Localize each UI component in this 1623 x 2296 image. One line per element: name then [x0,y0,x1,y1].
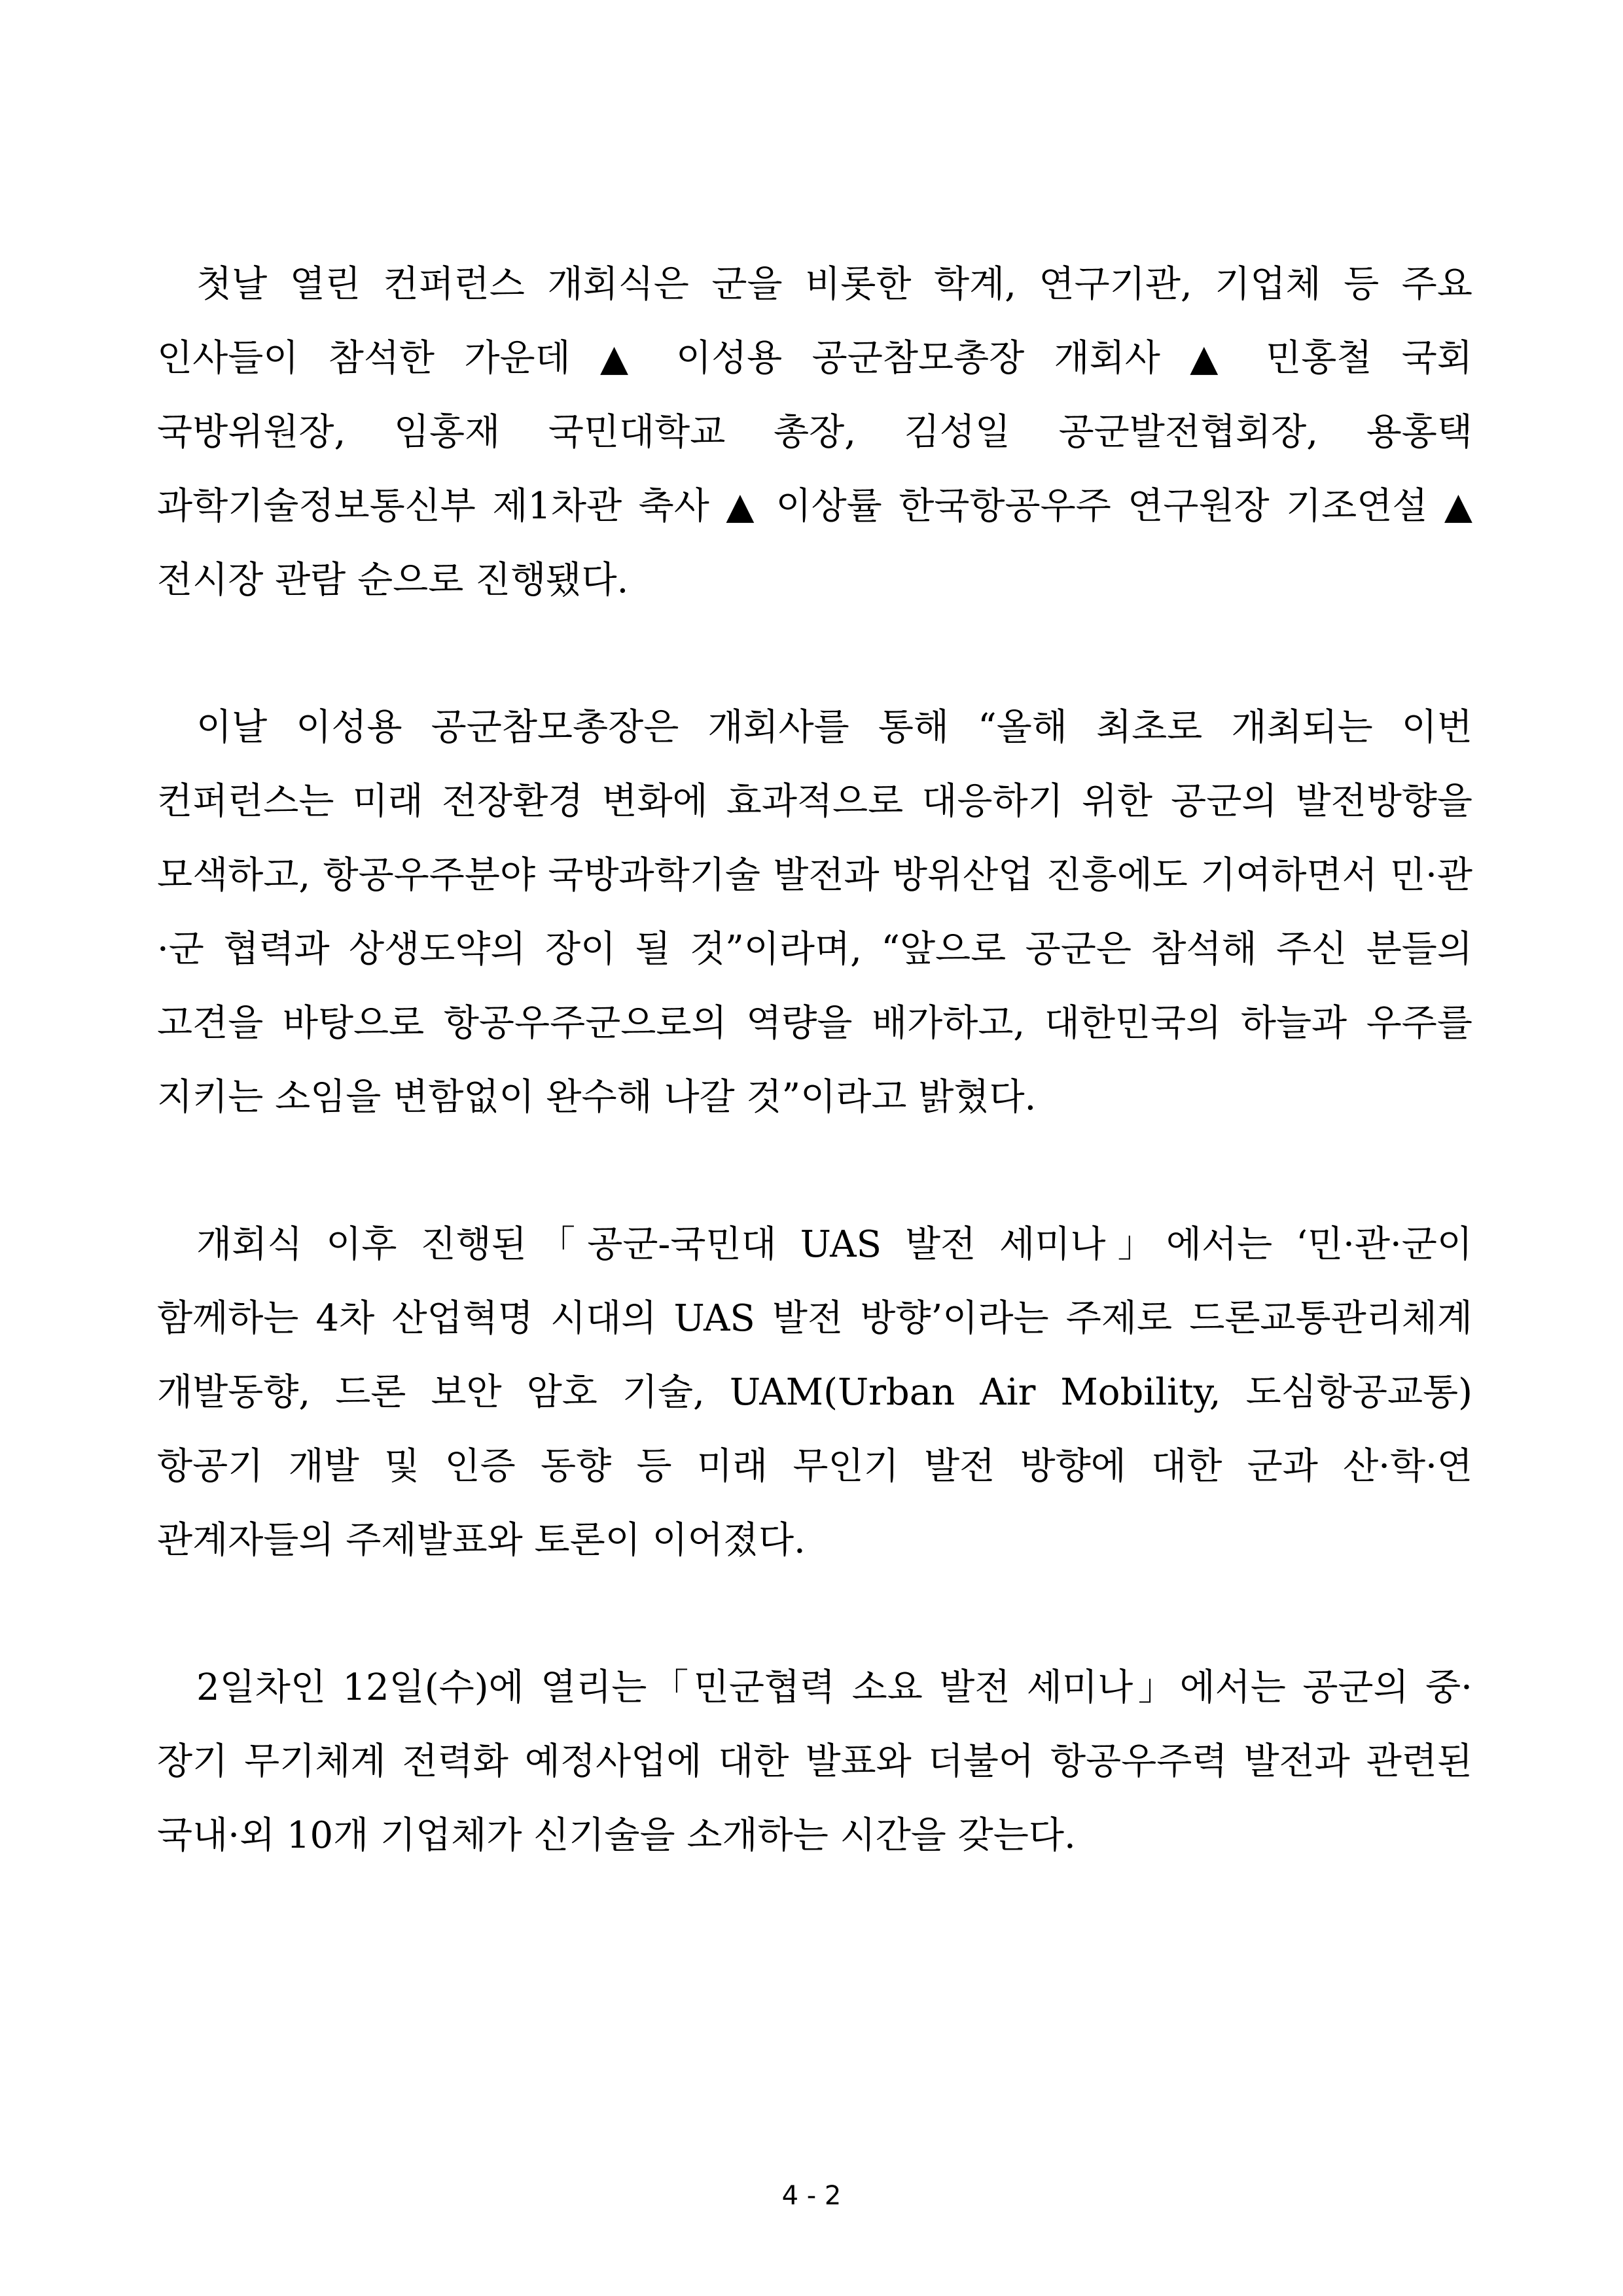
paragraph-uas-seminar: 개회식 이후 진행된「공군-국민대 UAS 발전 세미나」에서는 ‘민·관·군이 함께하는 4차 산업혁명 시대의 UAS 발전 방향’이라는 주제로 드론교통관리체계 개발동향, 드론 보안 암호 기술, UAM(Urban Air Mobility, 도심항공교통) 항공기 개발 및 인증 동향 등 미래 무인기 발전 방향에 대한 군과 산·학·연 관계자들의 주제발표와 토론이 이어졌다. [157,1223,1472,1562]
paragraph-chief-of-staff-remarks: 이날 이성용 공군참모총장은 개회사를 통해 “올해 최초로 개최되는 이번 컨퍼런스는 미래 전장환경 변화에 효과적으로 대응하기 위한 공군의 발전방향을 모색하고, 항공우주분야 국방과학기술 발전과 방위산업 진흥에도 기여하면서 민·관·군 협력과 상생도약의 장이 될 것”이라며, “앞으로 공군은 참석해 주신 분들의 고견을 바탕으로 항공우주군으로의 역량을 배가하고, 대한민국의 하늘과 우주를 지키는 소임을 변함없이 완수해 나갈 것”이라고 밝혔다. [157,706,1472,1119]
paragraph-day-two-seminar: 2일차인 12일(수)에 열리는「민군협력 소요 발전 세미나」에서는 공군의 중·장기 무기체계 전력화 예정사업에 대한 발표와 더불어 항공우주력 발전과 관련된 국내·외 10개 기업체가 신기술을 소개하는 시간을 갖는다. [157,1666,1472,1857]
body-text [157,247,1472,1873]
page-number: 4 - 2 [781,2181,842,2211]
paragraph-opening-ceremony: 첫날 열린 컨퍼런스 개회식은 군을 비롯한 학계, 연구기관, 기업체 등 주요 인사들이 참석한 가운데 ▲ 이성용 공군참모총장 개회사 ▲ 민홍철 국회 국방위원장, 임홍재 국민대학교 총장, 김성일 공군발전협회장, 용홍택 과학기술정보통신부 제1차관 축사 ▲ 이상률 한국항공우주 연구원장 기조연설 ▲ 전시장 관람 순으로 진행됐다. [157,263,1472,601]
